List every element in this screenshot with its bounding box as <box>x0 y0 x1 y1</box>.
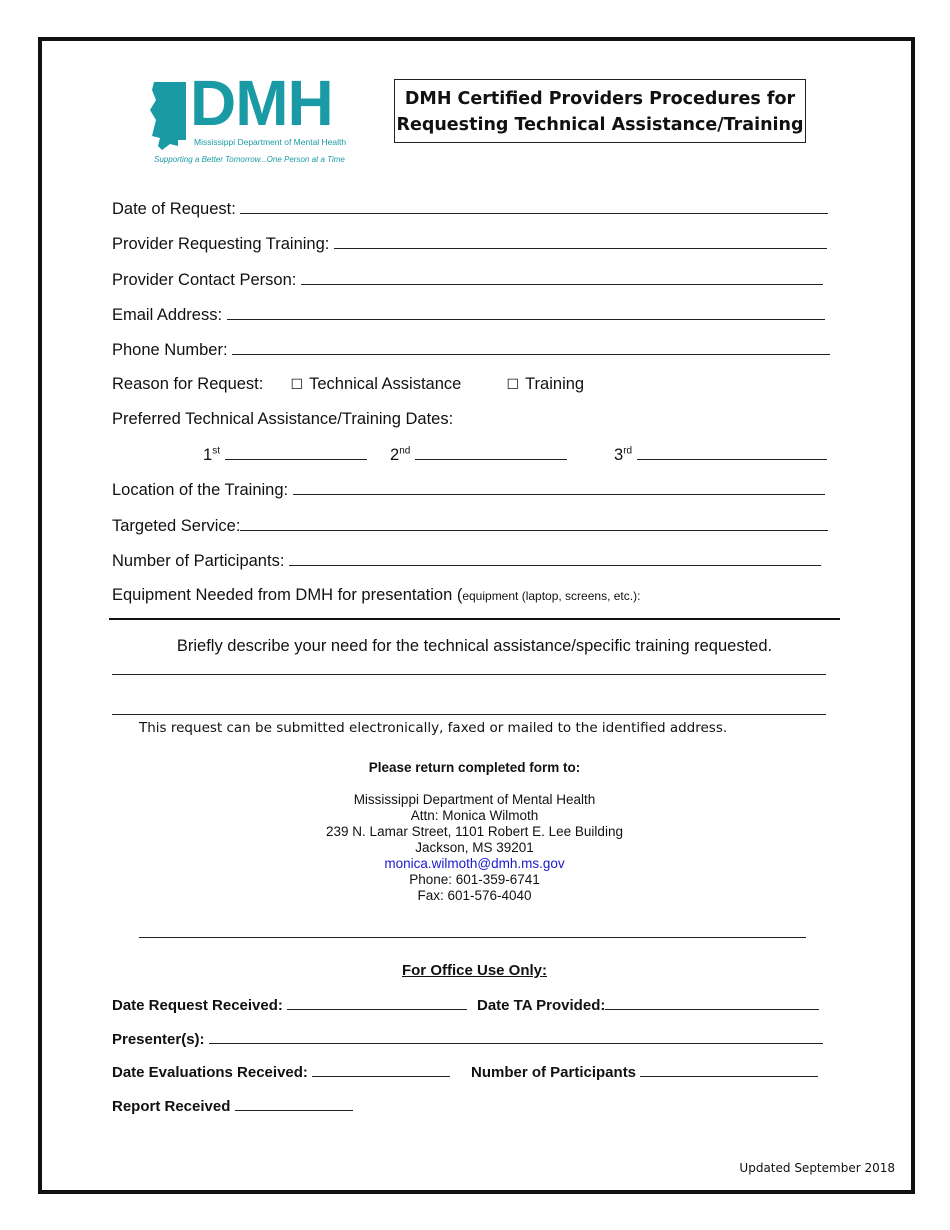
email-label: Email Address: <box>112 306 223 324</box>
num-participants-label: Number of Participants: <box>112 552 285 570</box>
date-1-line[interactable] <box>225 445 367 460</box>
date-ta-provided-field[interactable]: Date TA Provided: <box>477 995 819 1014</box>
logo-org-name: Mississippi Department of Mental Health <box>194 137 347 147</box>
date-3-line[interactable] <box>637 445 827 460</box>
date-of-request-field[interactable] <box>112 199 828 219</box>
training-checkbox[interactable]: ☐ Training <box>506 375 585 393</box>
title-line-2: Requesting Technical Assistance/Training <box>396 115 804 135</box>
address-attn: Attn: Monica Wilmoth <box>410 808 539 823</box>
submission-note: This request can be submitted electronically, faxed or mailed to the identified address. <box>139 720 728 736</box>
address-street: 239 N. Lamar Street, 1101 Robert E. Lee Building <box>326 824 623 839</box>
office-divider <box>139 937 806 938</box>
address-org: Mississippi Department of Mental Health <box>353 792 596 807</box>
targeted-service-line[interactable] <box>240 516 828 531</box>
describe-line-2[interactable] <box>112 714 826 715</box>
reason-field <box>112 375 584 394</box>
return-heading: Please return completed form to: <box>368 760 581 775</box>
form-title <box>394 79 806 143</box>
targeted-service-label: Targeted Service: <box>112 517 241 535</box>
technical-assistance-checkbox[interactable]: ☐ Technical Assistance <box>290 375 462 393</box>
num-participants-line[interactable] <box>289 551 821 566</box>
phone-label: Phone Number: <box>112 341 228 359</box>
presenters-field[interactable]: Presenter(s): <box>112 1029 823 1048</box>
reason-label: Reason for Request: <box>112 375 264 393</box>
equipment-label: Equipment Needed from DMH for presentation ( <box>112 586 463 604</box>
date-choice-3[interactable]: 3rd <box>614 445 827 465</box>
provider-requesting-line[interactable] <box>334 234 827 249</box>
contact-person-field[interactable] <box>112 270 823 290</box>
dmh-logo <box>146 67 366 168</box>
logo-tagline: Supporting a Better Tomorrow...One Person at a Time <box>154 155 345 164</box>
date-request-received-field[interactable]: Date Request Received: <box>112 995 467 1014</box>
num-participants-field[interactable] <box>112 551 821 571</box>
provider-requesting-field[interactable] <box>112 234 827 254</box>
contact-person-label: Provider Contact Person: <box>112 271 297 289</box>
equipment-sub-label: equipment (laptop, screens, etc.): <box>462 589 641 603</box>
address-phone: Phone: 601-359-6741 <box>409 872 540 887</box>
location-line[interactable] <box>293 480 825 495</box>
office-num-participants-field[interactable]: Number of Participants <box>471 1062 818 1081</box>
section-divider <box>109 618 840 620</box>
contact-person-line[interactable] <box>301 270 823 285</box>
mississippi-state-icon <box>148 80 192 152</box>
provider-requesting-label: Provider Requesting Training: <box>112 235 330 253</box>
return-address <box>38 792 911 904</box>
address-city: Jackson, MS 39201 <box>415 840 534 855</box>
office-use-heading: For Office Use Only: <box>401 962 548 979</box>
preferred-dates-label: Preferred Technical Assistance/Training Dates: <box>112 410 454 428</box>
email-field[interactable] <box>112 305 825 325</box>
email-line[interactable] <box>227 305 825 320</box>
date-choice-1[interactable]: 1st <box>203 445 367 465</box>
date-of-request-line[interactable] <box>240 199 828 214</box>
phone-field[interactable] <box>112 340 830 360</box>
logo-letters: DMH <box>190 67 333 139</box>
equipment-field[interactable] <box>112 586 640 605</box>
location-field[interactable] <box>112 480 825 500</box>
targeted-service-field[interactable] <box>112 516 828 536</box>
phone-line[interactable] <box>232 340 830 355</box>
date-2-line[interactable] <box>415 445 567 460</box>
date-of-request-label: Date of Request: <box>112 200 236 218</box>
describe-prompt: Briefly describe your need for the technical assistance/specific training requested. <box>176 637 773 655</box>
describe-line-1[interactable] <box>112 674 826 675</box>
address-fax: Fax: 601-576-4040 <box>417 888 532 903</box>
date-choice-2[interactable]: 2nd <box>390 445 567 465</box>
contact-email-link[interactable]: monica.wilmoth@dmh.ms.gov <box>384 856 565 871</box>
location-label: Location of the Training: <box>112 481 289 499</box>
date-evaluations-field[interactable]: Date Evaluations Received: <box>112 1062 450 1081</box>
updated-date: Updated September 2018 <box>739 1161 895 1175</box>
title-line-1: DMH Certified Providers Procedures for <box>404 89 796 109</box>
report-received-field[interactable]: Report Received <box>112 1096 353 1115</box>
